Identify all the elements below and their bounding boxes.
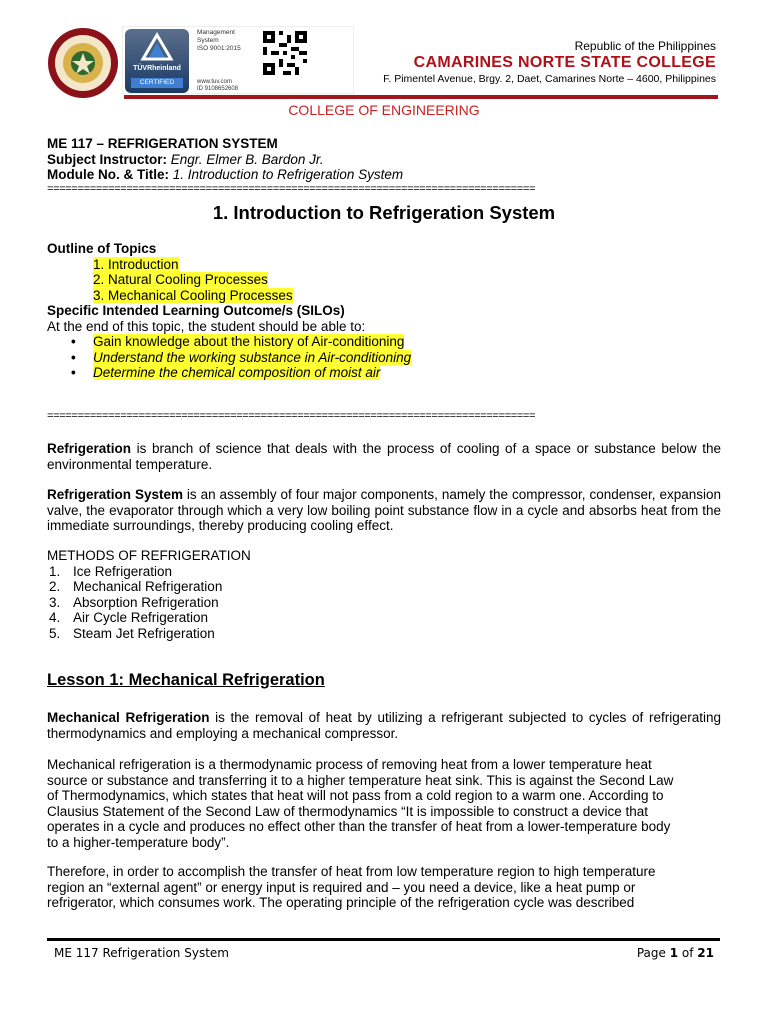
department-name: COLLEGE OF ENGINEERING [288,102,480,118]
college-address: F. Pimentel Avenue, Brgy. 2, Daet, Camarines Norte – 4600, Philippines [383,73,716,85]
separator-line: ================================================================================ [47,183,536,196]
tuv-certification-badge [122,26,354,94]
silo-label: Gain knowledge about the history of Air-conditioning [93,334,405,349]
topic-label: 3. Mechanical Cooling Processes [93,287,293,303]
topic-item [47,288,721,304]
method-label: Mechanical Refrigeration [73,579,223,594]
topics-list [47,257,721,304]
method-label: Air Cycle Refrigeration [73,610,209,625]
footer-divider [47,938,720,941]
course-code-title: ME 117 – REFRIGERATION SYSTEM [47,136,278,151]
instructor-line [47,152,721,168]
methods-section [47,548,721,641]
method-item [47,564,721,580]
paragraph-refrigeration-system [47,487,721,534]
tuv-brand: TÜVRheinland [133,65,181,72]
method-item [47,626,721,642]
tuv-id: ID 9108652608 [197,86,239,92]
module-label: Module No. & Title: [47,167,169,182]
footer-course: ME 117 Refrigeration System [54,946,229,960]
method-item [47,595,721,611]
lesson-title: Lesson 1: Mechanical Refrigeration [47,671,325,689]
topic-label: 1. Introduction [93,256,179,272]
college-name: CAMARINES NORTE STATE COLLEGE [413,54,716,71]
course-info [47,136,721,198]
header-divider [124,95,718,99]
term-refrigeration-system: Refrigeration System [47,487,183,502]
page-total: 21 [697,946,714,960]
silo-item [47,365,721,381]
text-line: refrigerator, which consumes work. The operating principle of the refrigeration cycle was described [47,895,635,910]
silos-heading: Specific Intended Learning Outcome/s (SILOs) [47,303,345,318]
tuv-certified-label: CERTIFIED [131,78,183,88]
silo-label: Understand the working substance in Air-conditioning [93,349,412,365]
paragraph-thermodynamics [47,757,721,850]
method-label: Steam Jet Refrigeration [73,625,215,641]
module-line [47,167,721,183]
tuv-triangle-icon [125,29,189,65]
silos-list [47,334,721,381]
method-number: 4. [49,610,61,625]
definition-text: is branch of science that deals with the process of cooling of a space or substance below the environmental temperature. [47,441,721,472]
definition-text: is the removal of heat by utilizing a refrigerant subjected to cycles of refrigerating thermodynamics and employing a mechanical compressor. [47,710,721,741]
methods-heading: METHODS OF REFRIGERATION [47,548,251,563]
qr-code-icon [263,31,307,75]
paragraph-refrigeration [47,441,721,472]
text-line: to a higher-temperature body”. [47,834,230,850]
tuv-info-line: System [197,37,219,44]
text-line: operates in a cycle and produces no effect other than the transfer of heat from a lower-temperature body [47,819,671,834]
tuv-web: www.tuv.com [197,79,232,85]
topic-item [47,257,721,273]
text-line: Therefore, in order to accomplish the transfer of heat from low temperature region to high temperature [47,864,656,879]
method-item [47,579,721,595]
methods-list [47,564,721,642]
topic-label: 2. Natural Cooling Processes [93,272,268,287]
page-indicator [637,946,714,960]
silo-item [47,334,721,350]
document-header [46,24,720,99]
separator-line-2: ================================================================================ [47,411,536,423]
tuv-web-info [197,79,238,93]
text-line: source or substance and transferring it to a higher temperature heat sink. This is against the Second Law [47,772,674,788]
instructor-label: Subject Instructor: [47,151,168,167]
paragraph-external-agent [47,864,721,911]
tuv-info-line: ISO 9001:2015 [197,45,241,52]
silos-intro: At the end of this topic, the student should be able to: [47,318,366,334]
document-title: 1. Introduction to Refrigeration System [212,202,556,223]
text-line: Clausius Statement of the Second Law of thermodynamics “It is impossible to construct a device that [47,803,649,819]
page-number: 1 [669,946,679,960]
topic-item [47,272,721,288]
tuv-info-line: Management [197,29,235,36]
term-refrigeration: Refrigeration [47,441,132,456]
tuv-info [197,29,241,53]
method-number: 2. [49,579,61,594]
outline-section [47,241,721,381]
method-number: 5. [49,625,61,641]
method-label: Ice Refrigeration [73,563,173,579]
definition-text: is an assembly of four major components, namely the compressor, condenser, expansion valve, the evaporator through which a very low boiling point substance flow in a cycle and absorbs heat from the immediate surroundings, thereby producing cooling effect. [47,487,721,533]
outline-heading: Outline of Topics [47,241,157,256]
tuv-logo [125,29,189,93]
college-seal-logo [46,26,120,100]
method-number: 1. [49,563,61,579]
of-word: of [678,946,698,960]
method-number: 3. [49,594,61,610]
term-mechanical-refrigeration: Mechanical Refrigeration [47,710,210,725]
instructor-name: Engr. Elmer B. Bardon Jr. [170,151,324,167]
text-line: of Thermodynamics, which states that heat will not pass from a cold region to a warm one. According to [47,788,664,803]
method-item [47,610,721,626]
silo-label: Determine the chemical composition of moist air [93,365,381,380]
paragraph-mechanical-refrigeration [47,710,721,741]
republic-label: Republic of the Philippines [574,39,716,53]
module-title: 1. Introduction to Refrigeration System [172,167,404,182]
text-line: Mechanical refrigeration is a thermodynamic process of removing heat from a lower temperature heat [47,757,652,772]
method-label: Absorption Refrigeration [73,594,219,610]
silo-item [47,350,721,366]
text-line: region an “external agent” or energy input is required and – you need a device, like a heat pump or [47,879,636,895]
page-word: Page [636,946,670,960]
